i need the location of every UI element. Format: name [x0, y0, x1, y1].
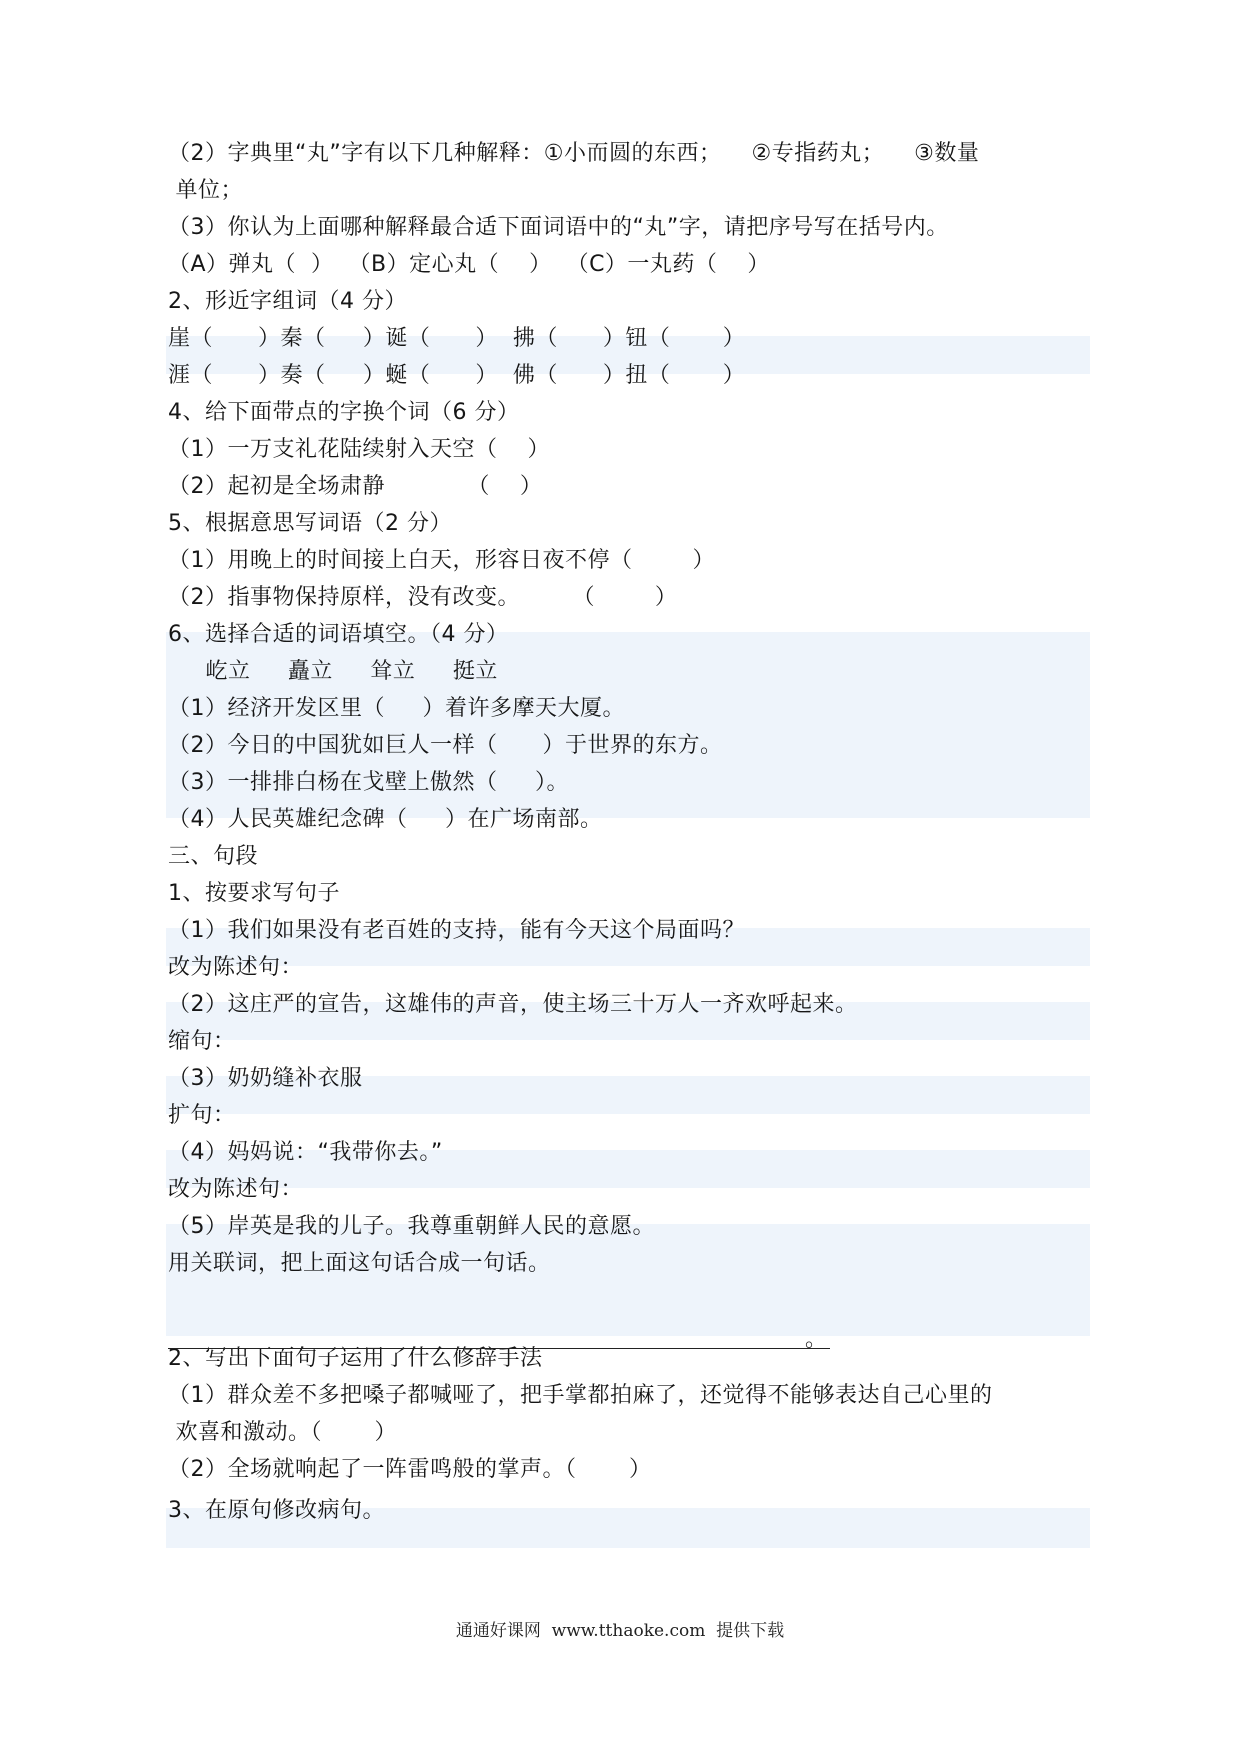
text-line: （3）一排排白杨在戈壁上傲然（ ）。: [168, 770, 569, 795]
text-line: （1）用晚上的时间接上白天，形容日夜不停（ ）: [168, 548, 715, 573]
text-line: （2）这庄严的宣告，这雄伟的声音，使主场三十万人一齐欢呼起来。: [168, 992, 858, 1017]
text-line: 6、选择合适的词语填空。（4 分）: [168, 622, 509, 647]
page-footer: 通通好课网 www.tthaoke.com 提供下载: [455, 1621, 785, 1641]
text-line: 用关联词，把上面这句话合成一句话。: [168, 1251, 551, 1276]
text-line: （3）你认为上面哪种解释最合适下面词语中的“丸”字，请把序号写在括号内。: [168, 215, 949, 240]
text-line: 4、给下面带点的字换个词（6 分）: [168, 400, 520, 425]
answer-line: [168, 1348, 830, 1349]
text-line: 扩句：: [168, 1103, 236, 1128]
text-line: （1）群众差不多把嗓子都喊哑了，把手掌都拍麻了，还觉得不能够表达自己心里的: [168, 1383, 993, 1408]
text-line: （4）人民英雄纪念碑（ ）在广场南部。: [168, 807, 603, 832]
text-line: （2）指事物保持原样，没有改变。 （ ）: [168, 585, 678, 610]
answer-line-period: 。: [805, 1327, 828, 1352]
text-line: 改为陈述句：: [168, 1177, 304, 1202]
text-line: 5、根据意思写词语（2 分）: [168, 511, 452, 536]
text-line: 改为陈述句：: [168, 955, 304, 980]
text-line: 涯（ ）奏（ ）蜒（ ） 佛（ ）扭（ ）: [168, 363, 746, 388]
text-line: （2）字典里“丸”字有以下几种解释：①小而圆的东西； ②专指药丸； ③数量: [168, 141, 980, 166]
text-line: （2）今日的中国犹如巨人一样（ ）于世界的东方。: [168, 733, 723, 758]
text-line: （2）起初是全场肃静 （ ）: [168, 474, 543, 499]
text-line: （1）经济开发区里（ ）着许多摩天大厦。: [168, 696, 625, 721]
text-line: （3）奶奶缝补衣服: [168, 1066, 363, 1091]
text-line: （A）弹丸（ ） （B）定心丸（ ） （C）一丸药（ ）: [168, 252, 770, 277]
text-line: 缩句：: [168, 1029, 236, 1054]
text-line: 2、写出下面句子运用了什么修辞手法: [168, 1346, 543, 1371]
text-line: （4）妈妈说：“我带你去。”: [168, 1140, 443, 1165]
text-line: 崖（ ）秦（ ）诞（ ） 拂（ ）钮（ ）: [168, 326, 746, 351]
text-line: （2）全场就响起了一阵雷鸣般的掌声。（ ）: [168, 1457, 652, 1482]
text-line: 1、按要求写句子: [168, 881, 340, 906]
text-line: 屹立 矗立 耸立 挺立: [168, 659, 498, 684]
text-line: （5）岸英是我的儿子。我尊重朝鲜人民的意愿。: [168, 1214, 655, 1239]
text-line: （1）一万支礼花陆续射入天空（ ）: [168, 437, 550, 462]
text-line: 3、在原句修改病句。: [168, 1498, 385, 1523]
text-line: 2、形近字组词（4 分）: [168, 289, 407, 314]
text-line: 三、句段: [168, 844, 259, 869]
text-line: 欢喜和激动。（ ）: [168, 1420, 397, 1445]
text-line: （1）我们如果没有老百姓的支持，能有今天这个局面吗？: [168, 918, 745, 943]
text-line: 单位；: [168, 178, 243, 203]
